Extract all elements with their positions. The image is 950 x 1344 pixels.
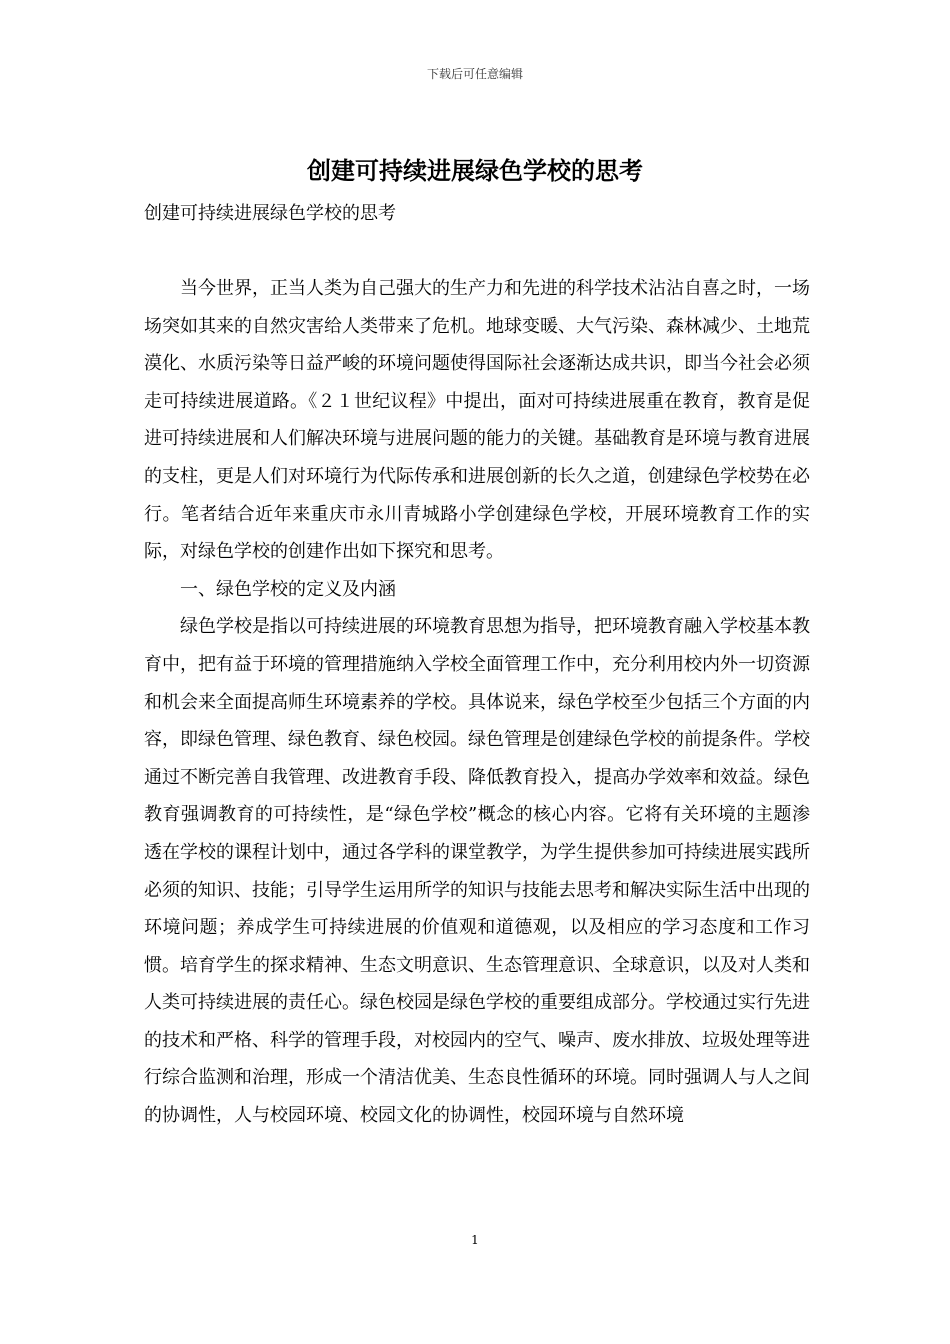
document-title: 创建可持续进展绿色学校的思考: [307, 156, 643, 185]
document-subtitle: 创建可持续进展绿色学校的思考: [144, 203, 396, 224]
section-heading: 一、绿色学校的定义及内涵: [180, 578, 396, 600]
paragraph-intro: 当今世界，正当人类为自己强大的生产力和先进的科学技术沾沾自喜之时，一场场突如其来的自然灾害给人类带来了危机。地球变暖、大气污染、森林减少、土地荒漠化、水质污染等日益严峻的环境问题使得国际社会逐渐达成共识，即当今社会必须走可持续进展道路。《２１世纪议程》中提出，面对可持续进展重在教育，教育是促进可持续进展和人们解决环境与进展问题的能力的关键。基础教育是环境与教育进展的支柱，更是人们对环境行为代际传承和进展创新的长久之道，创建绿色学校势在必行。笔者结合近年来重庆市永川青城路小学创建绿色学校，开展环境教育工作的实际，对绿色学校的创建作出如下探究和思考。: [144, 278, 810, 563]
paragraph-definition: 绿色学校是指以可持续进展的环境教育思想为指导，把环境教育融入学校基本教育中，把有益于环境的管理措施纳入学校全面管理工作中，充分利用校内外一切资源和机会来全面提高师生环境素养的学校。具体说来，绿色学校至少包括三个方面的内容，即绿色管理、绿色教育、绿色校园。绿色管理是创建绿色学校的前提条件。学校通过不断完善自我管理、改进教育手段、降低教育投入，提高办学效率和效益。绿色教育强调教育的可持续性，是“绿色学校”概念的核心内容。它将有关环境的主题渗透在学校的课程计划中，通过各学科的课堂教学，为学生提供参加可持续进展实践所必须的知识、技能；引导学生运用所学的知识与技能去思考和解决实际生活中出现的环境问题；养成学生可持续进展的价值观和道德观，以及相应的学习态度和工作习惯。培育学生的探求精神、生态文明意识、生态管理意识、全球意识，以及对人类和人类可持续进展的责任心。绿色校园是绿色学校的重要组成部分。学校通过实行先进的技术和严格、科学的管理手段，对校园内的空气、噪声、废水排放、垃圾处理等进行综合监测和治理，形成一个清洁优美、生态良性循环的环境。同时强调人与人之间的协调性，人与校园环境、校园文化的协调性，校园环境与自然环境: [144, 616, 810, 1127]
document-body: [144, 270, 810, 1135]
page-number: 1: [471, 1233, 479, 1247]
page-header: 下载后可任意编辑: [426, 67, 523, 81]
